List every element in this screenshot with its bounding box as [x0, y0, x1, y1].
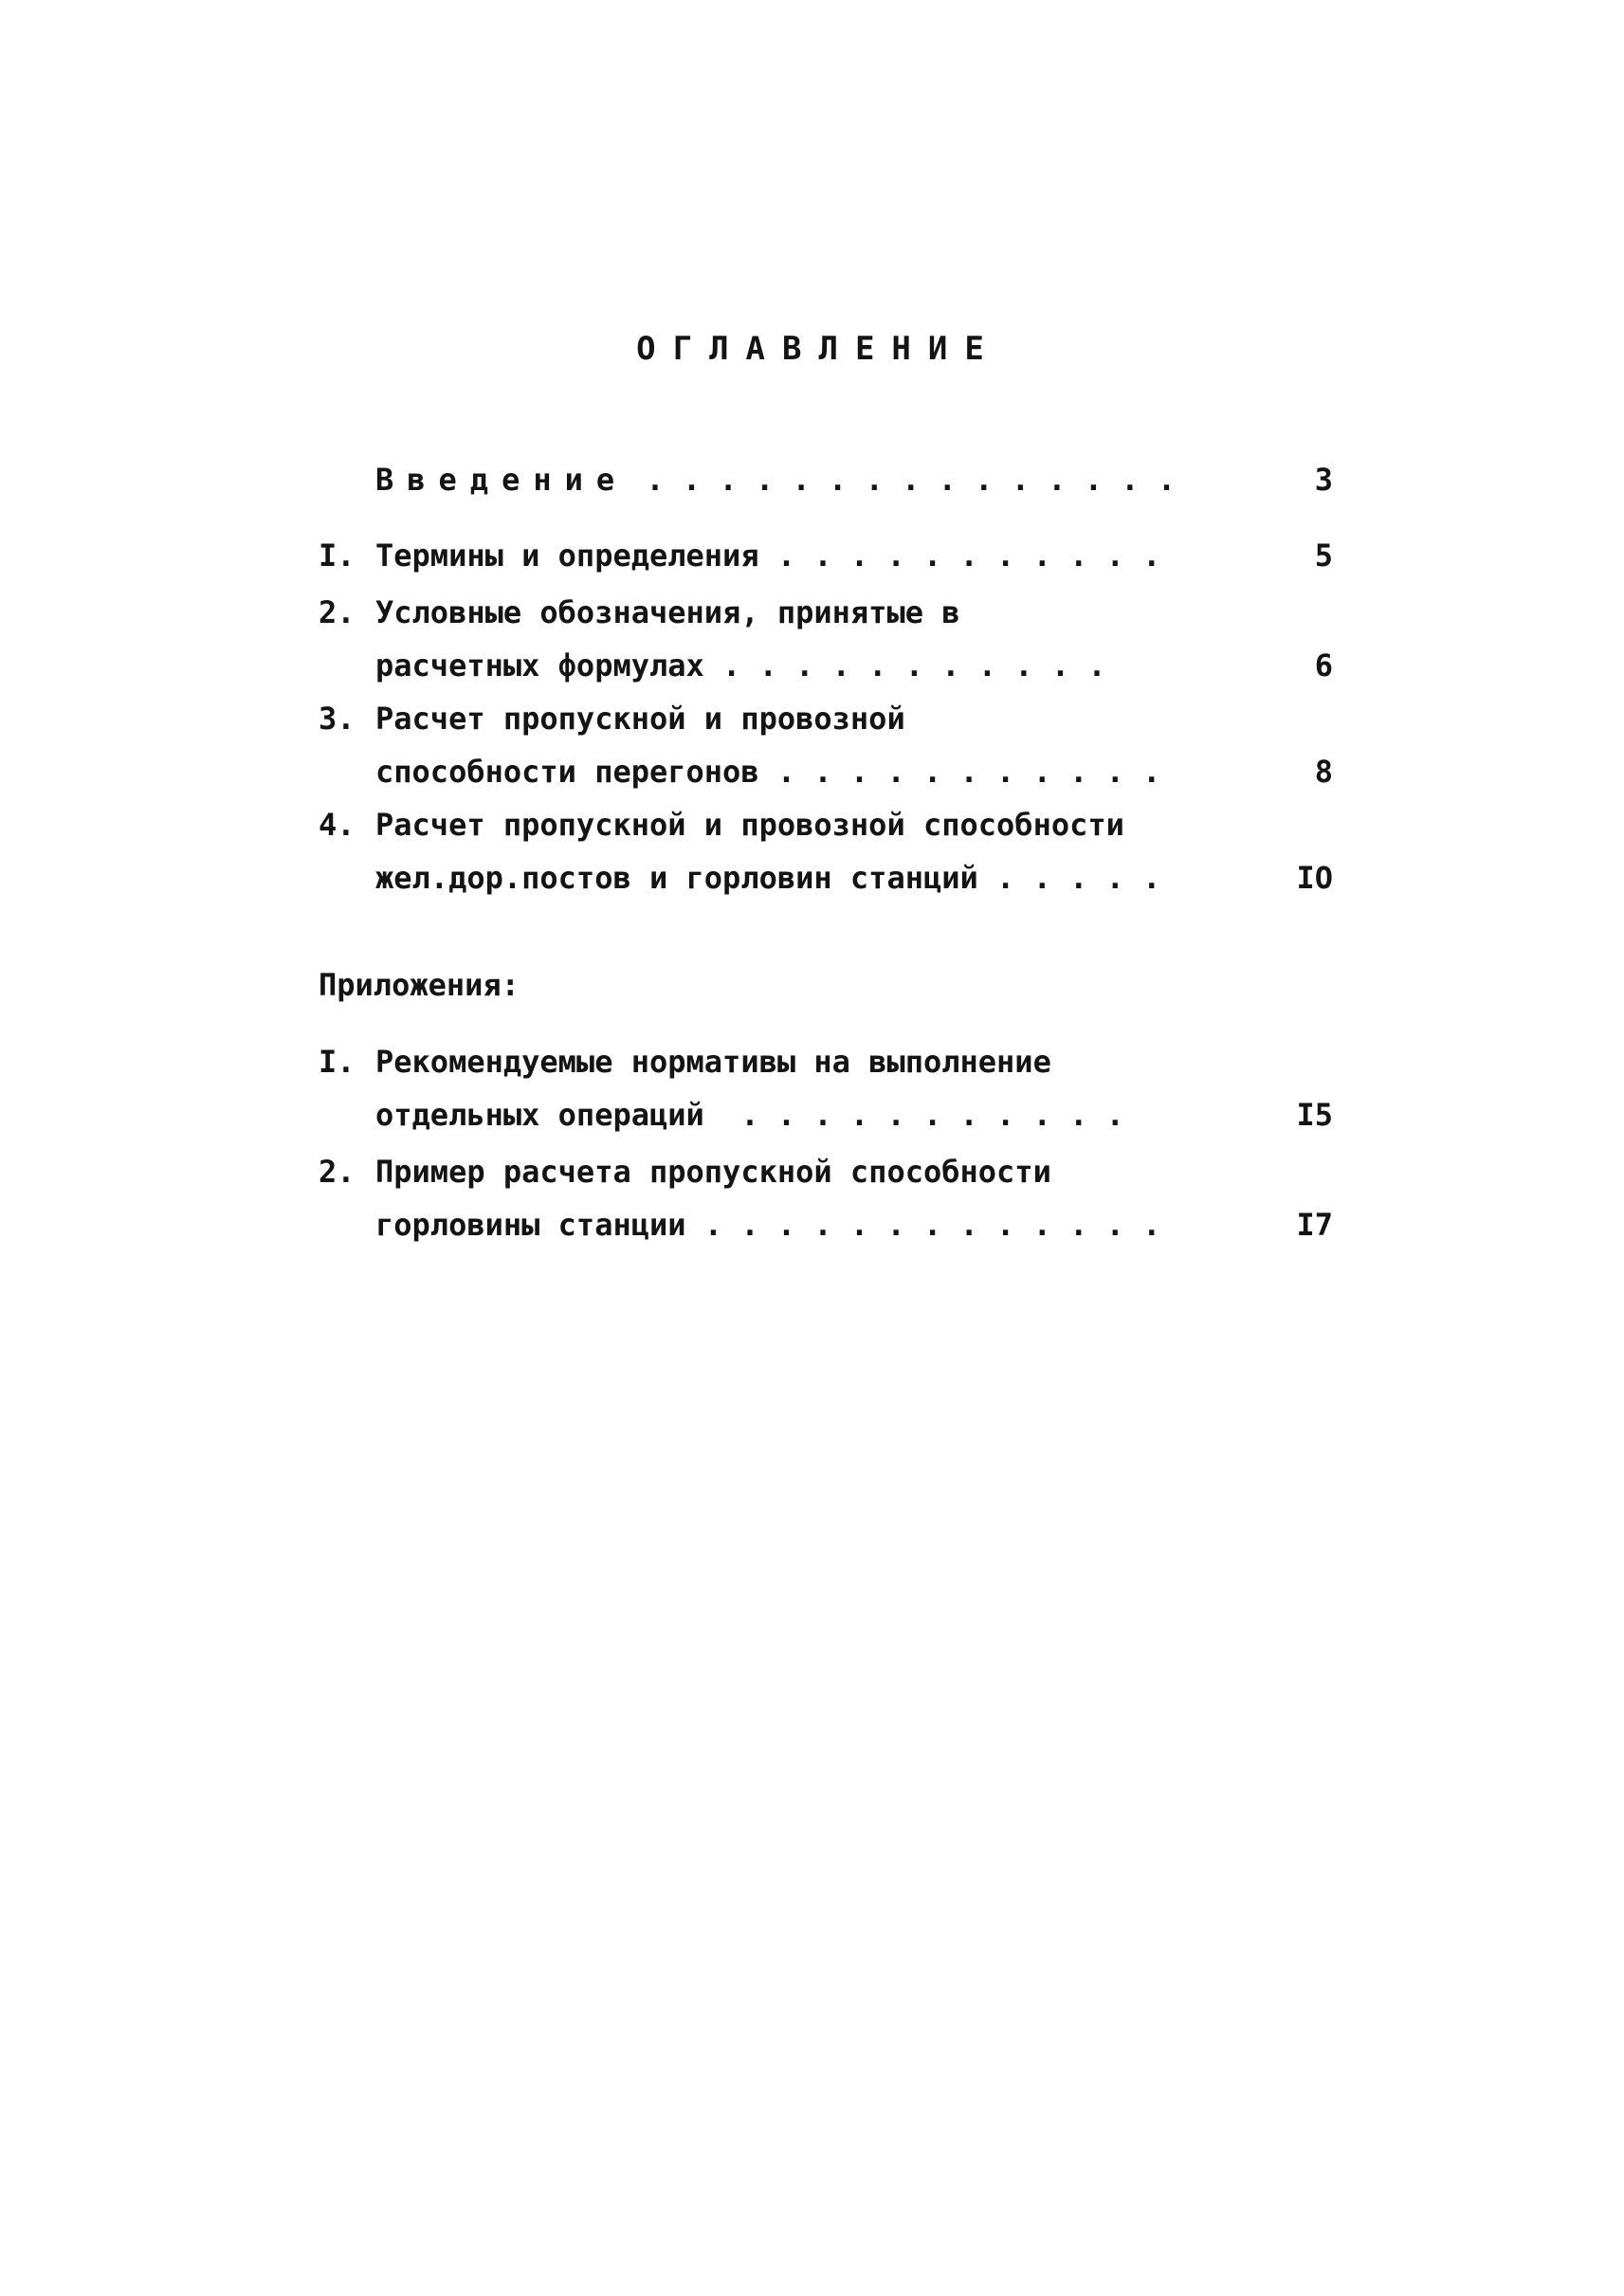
toc-entry-text: способности перегонов — [375, 754, 759, 790]
toc-entry-page: 3 — [1314, 462, 1333, 498]
toc-entry-text: жел.дор.постов и горловин станций — [375, 860, 978, 896]
toc-entry-leader: . . . . . — [977, 860, 1161, 896]
toc-entry-leader: . . . . . . . . . . . — [758, 538, 1161, 574]
toc-row — [319, 851, 1333, 904]
toc-row — [319, 1198, 1333, 1251]
toc-entry-text: Расчет пропускной и провозной — [375, 701, 905, 737]
toc-entry-text: Введение — [375, 462, 629, 498]
toc-entry-page: IO — [1296, 860, 1333, 896]
appendix-entry-example — [319, 1145, 1333, 1251]
toc-row — [319, 745, 1333, 798]
toc-row — [319, 1035, 1333, 1088]
toc-entry-introduction — [319, 453, 1333, 506]
toc-row — [319, 692, 1333, 745]
toc-entry-text: Условные обозначения, принятые в — [375, 594, 960, 630]
toc-entry-hauls — [319, 692, 1333, 798]
toc-entry-number: I. — [319, 538, 356, 574]
toc-row — [319, 453, 1333, 506]
toc-row — [319, 529, 1333, 582]
toc-row — [319, 586, 1333, 639]
toc-entry-number: 3. — [319, 701, 356, 737]
toc-entry-page: I5 — [1296, 1097, 1333, 1133]
toc-entry-leader: . . . . . . . . . . . — [703, 1097, 1124, 1133]
toc-row — [319, 798, 1333, 851]
toc-title: ОГЛАВЛЕНИЕ — [636, 330, 1001, 368]
toc-entry-number: 4. — [319, 807, 356, 843]
toc-entry-leader: . . . . . . . . . . . . . — [685, 1207, 1161, 1243]
toc-entry-page: 8 — [1314, 754, 1333, 790]
toc-entry-terms — [319, 529, 1333, 582]
toc-entry-stations — [319, 798, 1333, 904]
toc-row — [319, 1145, 1333, 1198]
appendix-entry-norms — [319, 1035, 1333, 1141]
toc-entry-number: 2. — [319, 594, 356, 630]
toc-entry-number: I. — [319, 1044, 356, 1080]
toc-entry-leader: . . . . . . . . . . . . . . . — [628, 462, 1177, 498]
appendix-list — [319, 1035, 1333, 1251]
toc-entry-text: Расчет пропускной и провозной способности — [375, 807, 1124, 843]
toc-entry-page: I7 — [1296, 1207, 1333, 1243]
toc-row — [319, 639, 1333, 692]
toc-row — [319, 1088, 1333, 1141]
toc-entry-notation — [319, 586, 1333, 692]
toc-entry-page: 5 — [1314, 538, 1333, 574]
toc-entry-leader: . . . . . . . . . . . — [758, 754, 1161, 790]
toc-entry-text: отдельных операций — [375, 1097, 704, 1133]
toc-entry-page: 6 — [1314, 647, 1333, 683]
toc-entry-text: Термины и определения — [375, 538, 759, 574]
appendix-heading: Приложения: — [319, 967, 520, 1003]
toc-entry-text: горловины станции — [375, 1207, 686, 1243]
toc-entry-text: Пример расчета пропускной способности — [375, 1154, 1051, 1190]
toc-entry-text: расчетных формулах — [375, 647, 704, 683]
toc-entry-number: 2. — [319, 1154, 356, 1190]
toc-list — [319, 453, 1333, 904]
toc-entry-text: Рекомендуемые нормативы на выполнение — [375, 1044, 1051, 1080]
toc-entry-leader: . . . . . . . . . . . — [703, 647, 1106, 683]
